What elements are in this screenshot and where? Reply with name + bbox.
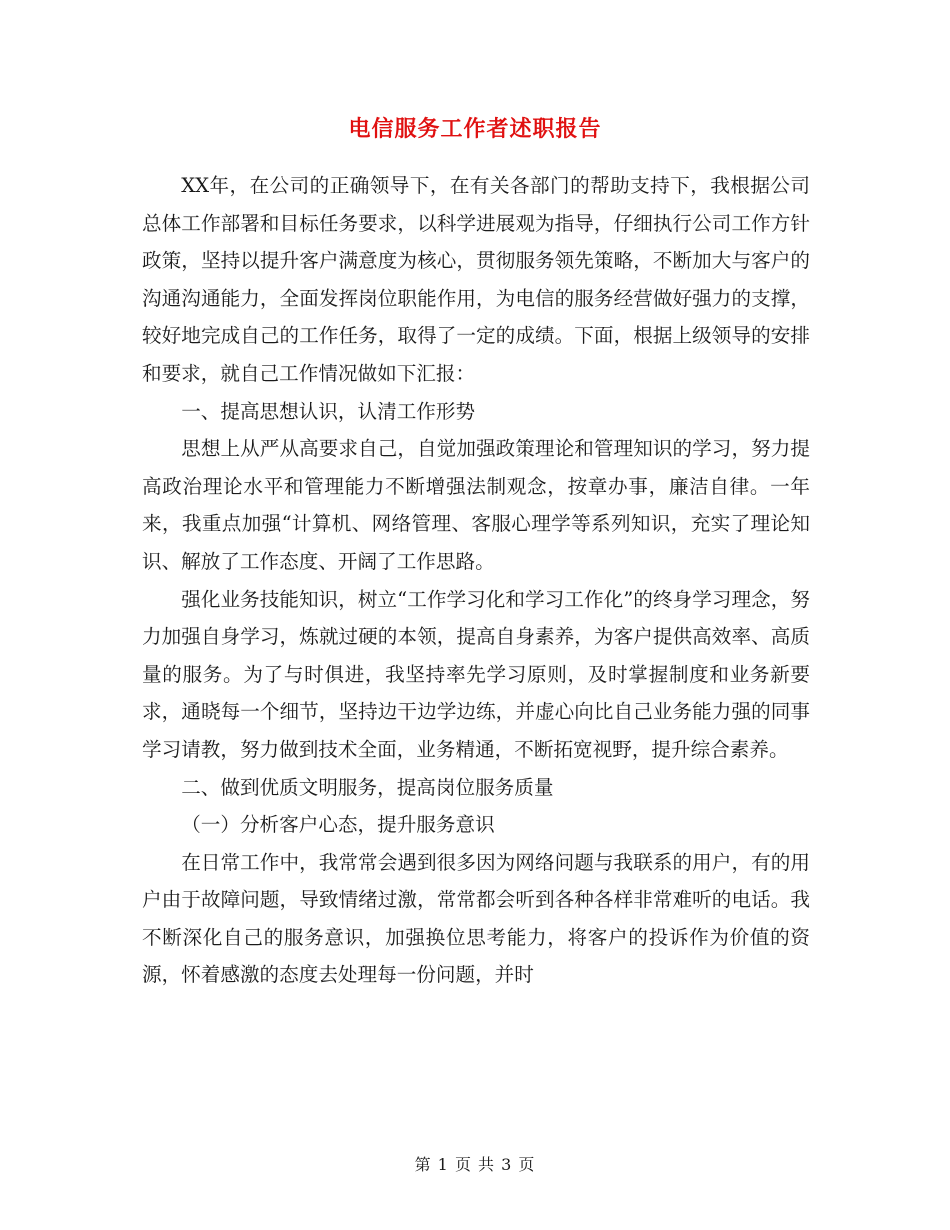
section-heading: 二、做到优质文明服务，提高岗位服务质量 — [181, 775, 554, 799]
subsection-heading: （一）分析客户心态，提升服务意识 — [181, 813, 495, 837]
section-heading: 一、提高思想认识，认清工作形势 — [181, 399, 476, 423]
paragraph: 思想上从严从高要求自己，自觉加强政策理论和管理知识的学习，努力提高政治理论水平和管理能力不断增强法制观念，按章办事，廉洁自律。一年来，我重点加强“计算机、网络管理、客服心理学等系列知识，充实了理论知识、解放了工作态度、开阔了工作思路。 — [142, 437, 810, 573]
page-footer: 第 1 页 共 3 页 — [414, 1155, 536, 1174]
paragraph: 强化业务技能知识，树立“工作学习化和学习工作化”的终身学习理念，努力加强自身学习，炼就过硬的本领，提高自身素养，为客户提供高效率、高质量的服务。为了与时俱进，我坚持率先学习原则，及时掌握制度和业务新要求，通晓每一个细节，坚持边干边学边练，并虚心向比自己业务能力强的同事学习请教，努力做到技术全面，业务精通，不断拓宽视野，提升综合素养。 — [142, 587, 810, 761]
document-title: 电信服务工作者述职报告 — [348, 116, 602, 142]
paragraph: 在日常工作中，我常常会遇到很多因为网络问题与我联系的用户，有的用户由于故障问题，导致情绪过激，常常都会听到各种各样非常难听的电话。我不断深化自己的服务意识，加强换位思考能力，将客户的投诉作为价值的资源，怀着感激的态度去处理每一份问题，并时 — [142, 850, 810, 987]
paragraph: XX年，在公司的正确领导下，在有关各部门的帮助支持下，我根据公司总体工作部署和目标任务要求，以科学进展观为指导，仔细执行公司工作方针政策，坚持以提升客户满意度为核心，贯彻服务领先策略，不断加大与客户的沟通沟通能力，全面发挥岗位职能作用，为电信的服务经营做好强力的支撑，较好地完成自己的工作任务，取得了一定的成绩。下面，根据上级领导的安排和要求，就自己工作情况做如下汇报： — [142, 174, 810, 385]
document-body — [142, 167, 810, 994]
